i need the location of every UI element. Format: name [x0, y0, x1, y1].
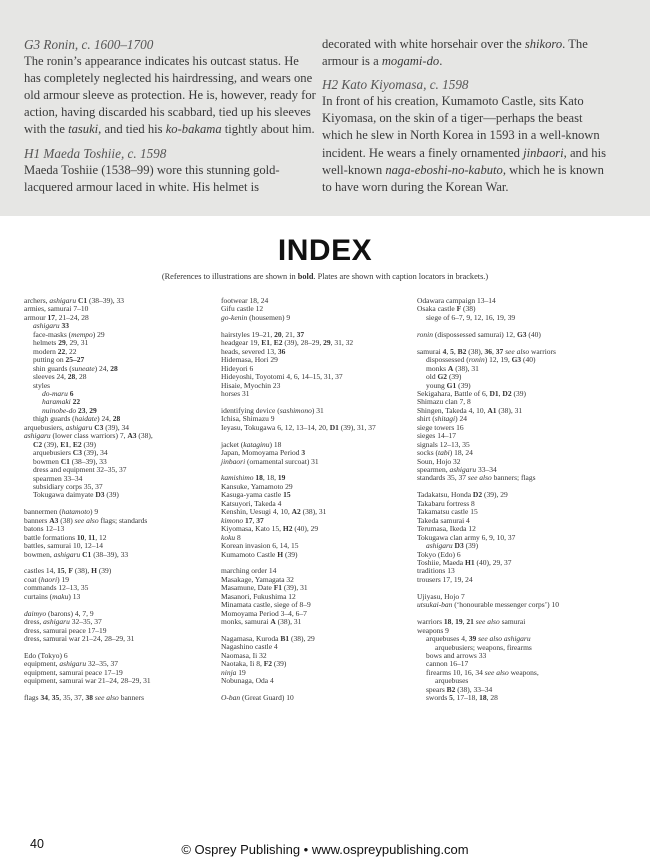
- index-entry: warriors 18, 19, 21 see also samurai: [417, 617, 526, 627]
- index-entry: Nagamasa, Kuroda B1 (38), 29: [221, 634, 315, 644]
- index-entry: coat (haori) 19: [24, 574, 70, 584]
- index-entry: Ichisa, Shimazu 9: [221, 414, 275, 424]
- plate-caption-heading: H1 Maeda Toshiie, c. 1598: [24, 145, 167, 161]
- index-entry: bannermen (hatamoto) 9: [24, 507, 99, 517]
- index-entry: battle formations 10, 11, 12: [24, 532, 107, 542]
- index-entry: armour 17, 21–24, 28: [24, 312, 89, 322]
- index-subentry: spears B2 (38), 33–34: [426, 684, 493, 694]
- index-subentry: cannon 16–17: [426, 659, 469, 669]
- index-column-2: [221, 297, 411, 703]
- index-subentry: siege of 6–7, 9, 12, 16, 19, 39: [426, 312, 516, 322]
- index-subentry: face-masks (mempo) 29: [33, 329, 105, 339]
- plate-caption-text: The ronin’s appearance indicates his outcast status. He has completely neglected his hairdressing, and wears one old armour sleeve as protection. He is, however, ready for action, having discarded his scabbard, tied up his sleeves with the tasuki, and tied his ko-bakama tightly about him.: [24, 54, 316, 137]
- index-entry: Hideyoshi, Toyotomi 4, 6, 14–15, 31, 37: [221, 372, 343, 382]
- index-entry: Ieyasu, Tokugawa 6, 12, 13–14, 20, D1 (39), 31, 37: [221, 422, 376, 432]
- index-subentry: helmets 29, 29, 31: [33, 338, 89, 348]
- index-entry: Takamatsu castle 15: [417, 507, 478, 517]
- index-entry: equipment, samurai war 21–24, 28–29, 31: [24, 676, 151, 686]
- index-entry: dress, samurai peace 17–19: [24, 625, 107, 635]
- index-subentry: sleeves 24, 28, 28: [33, 372, 87, 382]
- index-subentry: spearmen 33–34: [33, 473, 83, 483]
- index-entry: spearmen, ashigaru 33–34: [417, 465, 497, 475]
- index-entry: equipment, ashigaru 32–35, 37: [24, 659, 118, 669]
- index-entry: kamishimo 18, 18, 19: [221, 473, 286, 483]
- index-entry: Naomasa, Ii 32: [221, 650, 267, 660]
- index-subentry: firearms 10, 16, 34 see also weapons,: [426, 667, 539, 677]
- index-entry: Shingen, Takeda 4, 10, A1 (38), 31: [417, 405, 523, 415]
- index-entry: Katsuyori, Takeda 4: [221, 498, 282, 508]
- index-entry: curtains (maku) 13: [24, 591, 81, 601]
- index-subentry: shin guards (suneate) 24, 28: [33, 363, 118, 373]
- index-entry: hairstyles 19–21, 20, 21, 37: [221, 329, 305, 339]
- index-entry: Korean invasion 6, 14, 15: [221, 541, 299, 551]
- index-entry: traditions 13: [417, 566, 455, 576]
- index-entry: Gifu castle 12: [221, 304, 264, 314]
- index-subentry: styles: [33, 380, 51, 390]
- index-subentry: dispossessed (ronin) 12, 19, G3 (40): [426, 355, 536, 365]
- index-entry: Nagashino castle 4: [221, 642, 278, 652]
- index-entry: ninja 19: [221, 667, 246, 677]
- index-entry: arquebusiers, ashigaru C3 (39), 34: [24, 422, 129, 432]
- index-entry: samurai 4, 5, B2 (38), 36, 37 see also warriors: [417, 346, 556, 356]
- index-subentry: young G1 (39): [426, 380, 471, 390]
- index-entry: ronin (dispossessed samurai) 12, G3 (40): [417, 329, 541, 339]
- captions-left-column: [24, 36, 316, 202]
- index-entry: archers, ashigaru C1 (38–39), 33: [24, 296, 124, 305]
- index-entry: Kiyomasa, Kato 15, H2 (40), 29: [221, 524, 319, 534]
- index-entry: dress, samurai war 21–24, 28–29, 31: [24, 634, 135, 644]
- index-intro: (References to illustrations are shown in bold. Plates are shown with caption locators in brackets.): [161, 272, 489, 281]
- index-subentry: Tokugawa daimyate D3 (39): [33, 490, 119, 500]
- index-entry: Masakage, Yamagata 32: [221, 574, 294, 584]
- index-entry: ashigaru (lower class warriors) 7, A3 (38),: [24, 431, 153, 441]
- index-entry: castles 14, 15, F (38), H (39): [24, 566, 112, 576]
- index-entry: Kansuke, Yamamoto 29: [221, 481, 293, 491]
- publisher-credit: © Osprey Publishing • www.ospreypublishing.com: [181, 842, 469, 857]
- captions-right-column: [322, 36, 614, 202]
- plate-caption-text: decorated with white horsehair over the shikoro. The armour is a mogami-do.: [322, 37, 588, 69]
- index-entry: Toshiie, Maeda H1 (40), 29, 37: [417, 558, 512, 567]
- index-entry: koku 8: [221, 532, 241, 542]
- index-entry: Masanori, Fukushima 12: [221, 591, 296, 601]
- index-subentry: monks A (38), 31: [426, 363, 479, 373]
- index-entry: trousers 17, 19, 24: [417, 574, 473, 584]
- index-entry: Edo (Tokyo) 6: [24, 650, 68, 660]
- index-entry: standards 35, 37 see also banners; flags: [417, 473, 536, 483]
- index-entry: headgear 19, E1, E2 (39), 28–29, 29, 31, 32: [221, 338, 354, 348]
- index-entry: Odawara campaign 13–14: [417, 296, 496, 305]
- index-entry: Tadakatsu, Honda D2 (39), 29: [417, 490, 508, 500]
- index-entry: armies, samurai 7–10: [24, 304, 89, 314]
- plate-captions-panel: [0, 0, 650, 216]
- index-entry: Nobunaga, Oda 4: [221, 676, 274, 686]
- index-entry: jinbaori (ornamental surcoat) 31: [221, 456, 319, 466]
- index-entry: socks (tabi) 18, 24: [417, 448, 473, 458]
- index-entry: horses 31: [221, 388, 250, 398]
- index-subentry: ashigaru 33: [33, 321, 70, 331]
- plate-caption: [24, 145, 316, 196]
- index-entry: Takeda samurai 4: [417, 515, 470, 525]
- index-entry: Minamata castle, siege of 8–9: [221, 600, 311, 610]
- index-entry: signals 12–13, 35: [417, 439, 470, 449]
- index-entry: Momoyama Period 3–4, 6–7: [221, 608, 307, 618]
- index-subentry: swords 5, 17–18, 18, 28: [426, 693, 498, 703]
- index-entry: commands 12–13, 35: [24, 583, 89, 593]
- index-subentry: subsidiary corps 35, 37: [33, 481, 103, 491]
- index-subentry: ashigaru D3 (39): [426, 541, 479, 551]
- index-subentry: do-maru 6: [42, 388, 74, 398]
- index-entry: utsukai-ban (‘honourable messenger corps’) 10: [417, 600, 560, 610]
- plate-caption-text: Maeda Toshiie (1538–99) wore this stunning gold-lacquered armour laced in white. His helmet is: [24, 162, 280, 194]
- index-entry: footwear 18, 24: [221, 296, 269, 305]
- index-entry: battles, samurai 10, 12–14: [24, 541, 103, 551]
- index-entry: equipment, samurai peace 17–19: [24, 667, 123, 677]
- index-entry: Shimazu clan 7, 8: [417, 397, 471, 407]
- index-entry: dress, ashigaru 32–35, 37: [24, 617, 102, 627]
- index-entry: go-kenin (housemen) 9: [221, 312, 291, 322]
- index-entry: Hideyori 6: [221, 363, 254, 373]
- page-footer: [0, 837, 650, 857]
- index-column-3: [417, 297, 607, 703]
- index-entry: banners A3 (38) see also flags; standards: [24, 515, 148, 525]
- index-subentry: nuinobe-do 23, 29: [42, 405, 97, 415]
- index-entry: sieges 14–17: [417, 431, 456, 441]
- index-entry: Soun, Hojo 32: [417, 456, 461, 466]
- index-entry: heads, severed 13, 36: [221, 346, 286, 356]
- index-subentry: arquebusiers; weapons, firearms: [435, 642, 532, 652]
- index-entry: flags 34, 35, 35, 37, 38 see also banners: [24, 693, 145, 703]
- page-number: 40: [30, 837, 44, 851]
- index-entry: marching order 14: [221, 566, 277, 576]
- index-entry: Naotaka, Ii 8, F2 (39): [221, 659, 287, 669]
- index-subentry: haramaki 22: [42, 397, 81, 407]
- index-entry: Takabaru fortress 8: [417, 498, 475, 508]
- index-entry: Kenshin, Uesugi 4, 10, A2 (38), 31: [221, 507, 327, 517]
- index-entry: daimyo (barons) 4, 7, 9: [24, 608, 94, 618]
- index-subentry: modern 22, 22: [33, 346, 77, 356]
- plate-caption: [322, 36, 614, 70]
- index-entry: Hidemasa, Hori 29: [221, 355, 278, 365]
- index-entry: identifying device (sashimono) 31: [221, 405, 324, 415]
- plate-caption: [24, 36, 316, 139]
- index-entry: shirt (shitagi) 24: [417, 414, 468, 424]
- index-subentry: bows and arrows 33: [426, 650, 487, 660]
- index-entry: kimono 17, 37: [221, 515, 264, 525]
- index-subentry: old G2 (39): [426, 372, 462, 382]
- index-entry: O-ban (Great Guard) 10: [221, 693, 294, 703]
- index-entry: Japan, Momoyama Period 3: [221, 448, 306, 458]
- index-entry: Sekigahara, Battle of 6, D1, D2 (39): [417, 388, 526, 398]
- index-entry: monks, samurai A (38), 31: [221, 617, 302, 627]
- index-entry: Tokyo (Edo) 6: [417, 549, 461, 559]
- plate-caption: [322, 76, 614, 196]
- index-subentry: arquebusiers C3 (39), 34: [33, 448, 108, 458]
- index-subentry: putting on 25–27: [33, 355, 85, 365]
- index-column-1: [24, 297, 214, 703]
- index-entry: weapons 9: [417, 625, 449, 635]
- index-subentry: C2 (39), E1, E2 (39): [33, 439, 96, 449]
- index-entry: siege towers 16: [417, 422, 464, 432]
- index-subentry: arquebuses 4, 39 see also ashigaru: [426, 634, 531, 644]
- index-entry: jacket (kataginu) 18: [221, 439, 282, 449]
- index-subentry: arquebuses: [435, 676, 469, 686]
- index-entry: Ujiyasu, Hojo 7: [417, 591, 465, 601]
- index-entry: Kasuga-yama castle 15: [221, 490, 291, 500]
- index-entry: Osaka castle F (38): [417, 304, 476, 314]
- index-subentry: thigh guards (haidate) 24, 28: [33, 414, 121, 424]
- index-entry: Masamune, Date F1 (39), 31: [221, 583, 308, 593]
- index-entry: batons 12–13: [24, 524, 65, 534]
- index-entry: Terumasa, Ikeda 12: [417, 524, 476, 534]
- index-entry: Hisaie, Myochin 23: [221, 380, 281, 390]
- plate-caption-heading: H2 Kato Kiyomasa, c. 1598: [322, 77, 469, 93]
- plate-caption-text: In front of his creation, Kumamoto Castle, sits Kato Kiyomasa, on the skin of a tiger—perhaps the beast which he slew in North Korea in 1593 in a well-known incident. He wears a finely ornamented jinbaori, and his well-known naga-eboshi-no-kabuto, which he is known to have worn during the Korean War.: [322, 94, 606, 194]
- index-subentry: bowmen C1 (38–39), 33: [33, 456, 107, 466]
- index-entry: bowmen, ashigaru C1 (38–39), 33: [24, 549, 129, 559]
- index-entry: Tokugawa clan army 6, 9, 10, 37: [417, 532, 516, 542]
- index-subentry: dress and equipment 32–35, 37: [33, 465, 127, 475]
- plate-caption-heading: G3 Ronin, c. 1600–1700: [24, 37, 154, 52]
- index-entry: Kumamoto Castle H (39): [221, 549, 298, 559]
- index-title: INDEX: [277, 234, 373, 267]
